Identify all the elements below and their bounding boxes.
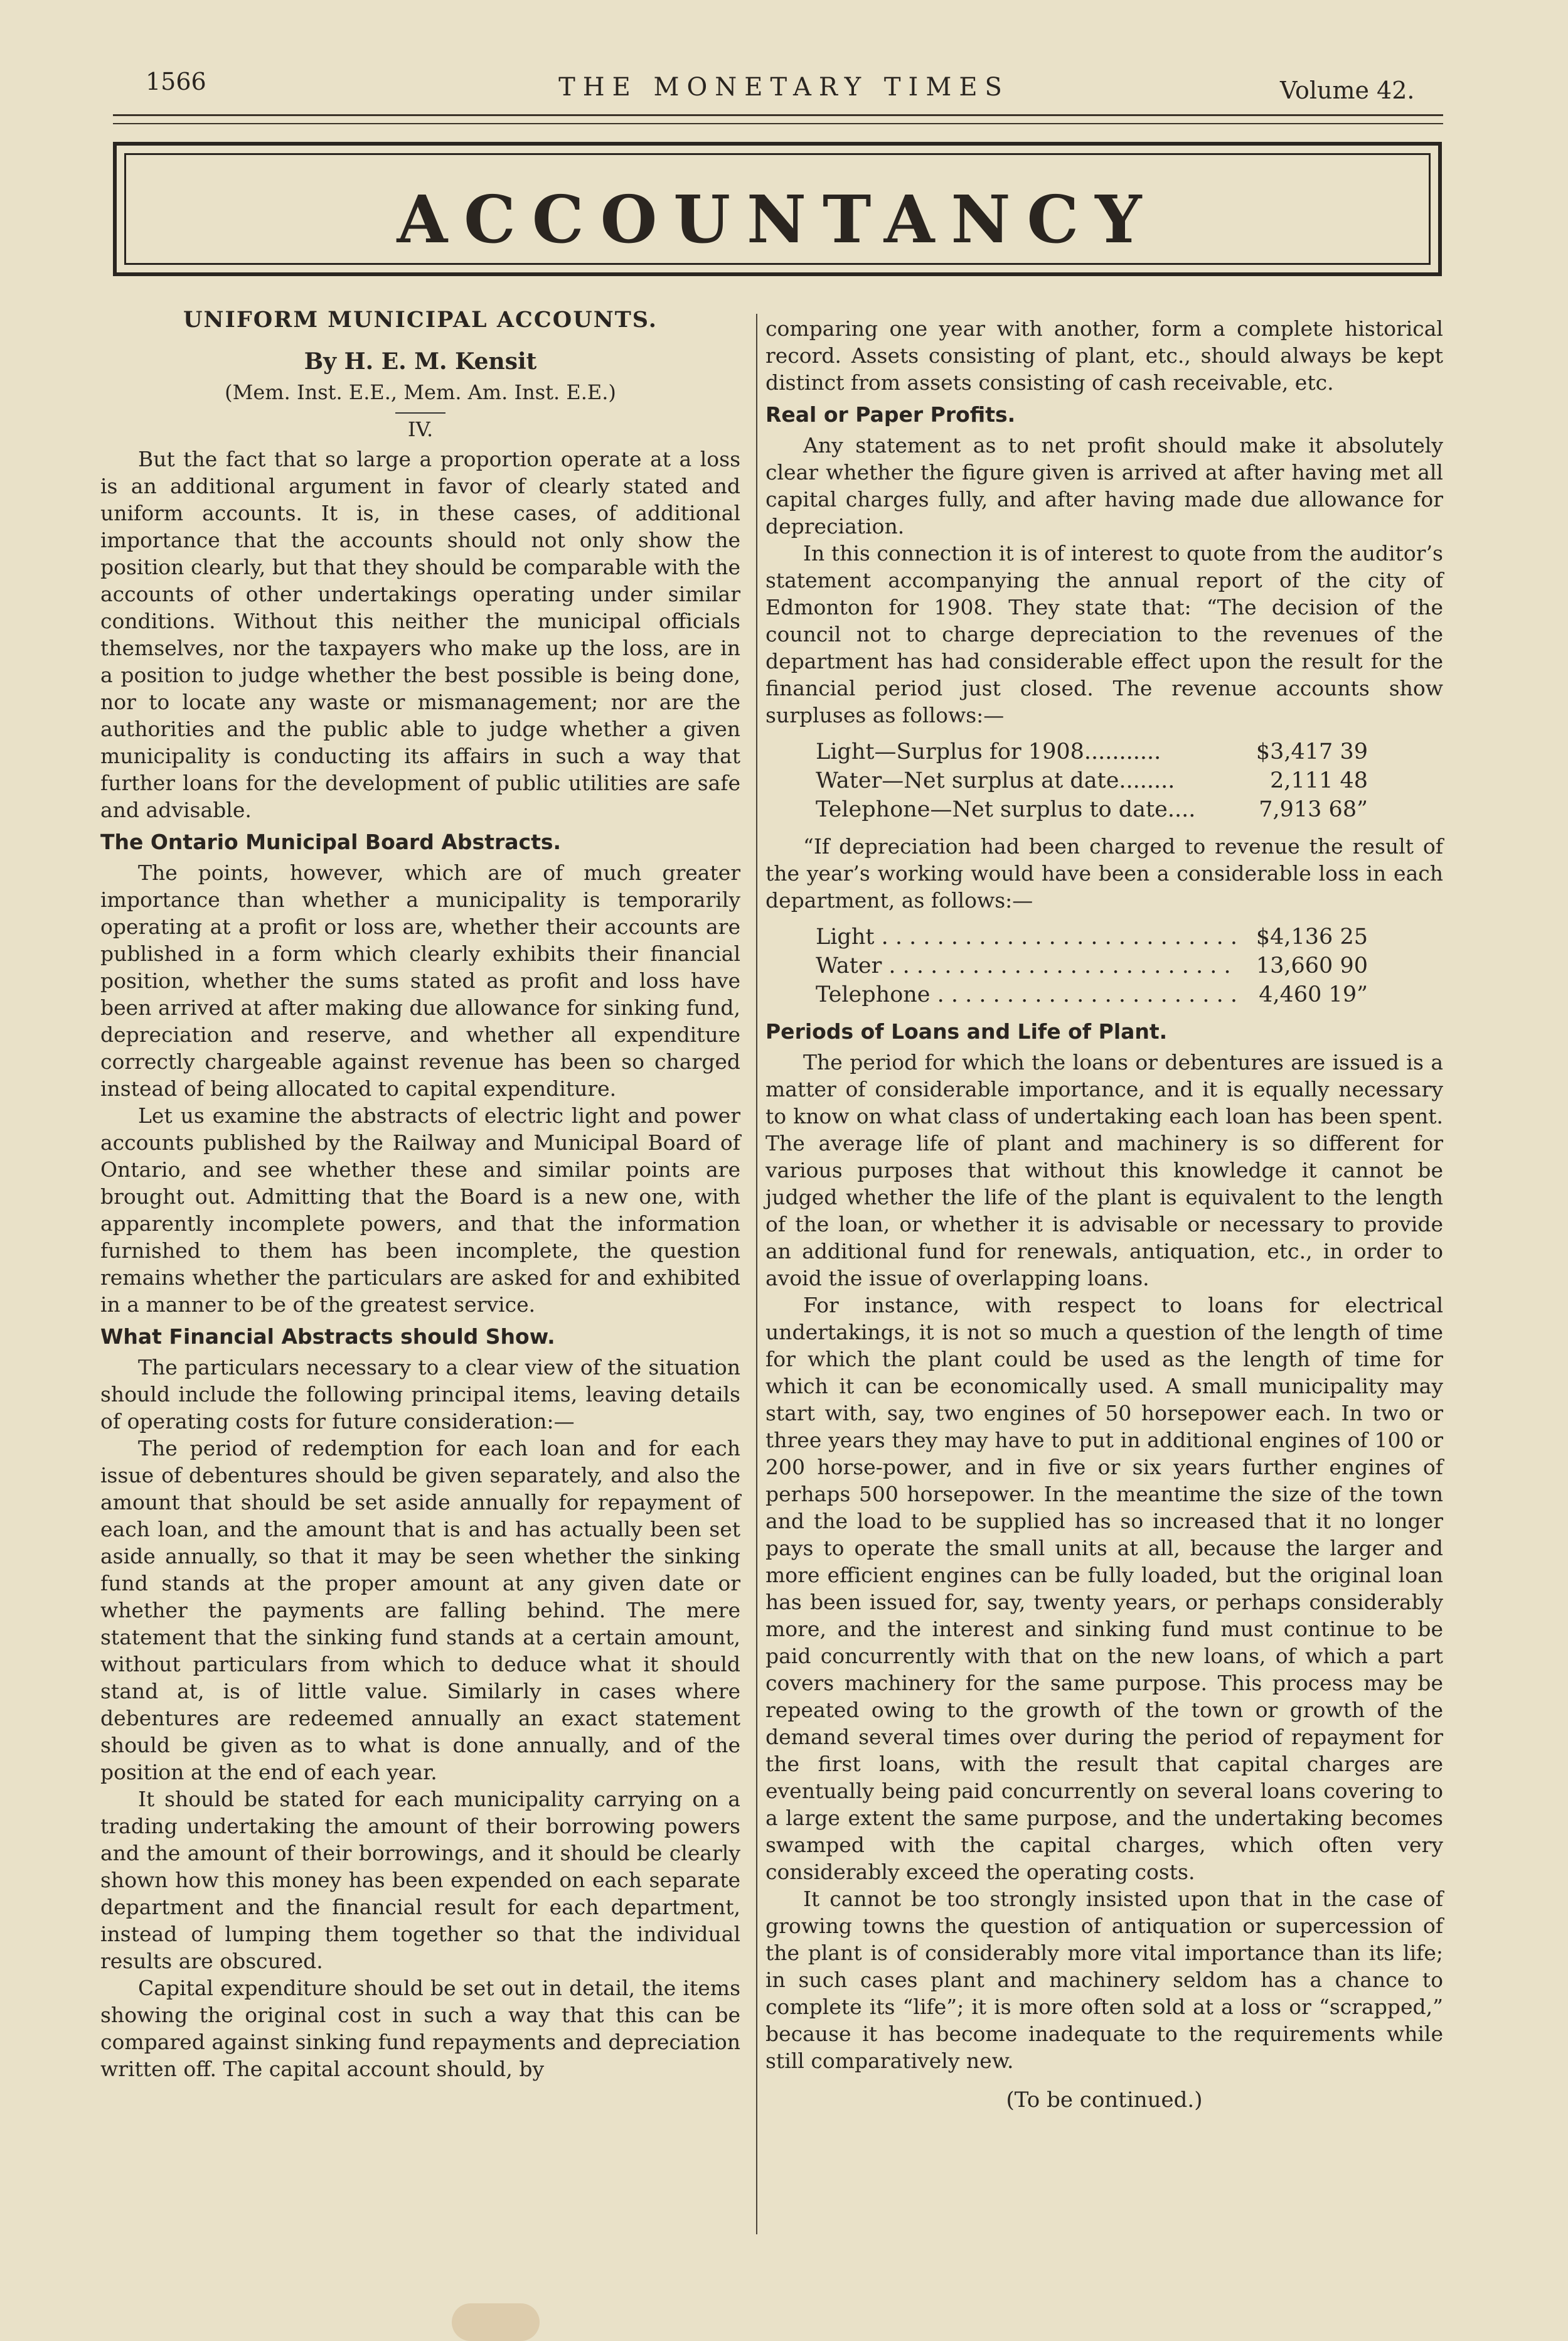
author-byline: By H. E. M. Kensit	[304, 348, 537, 375]
row-label: Telephone—Net surplus to date....	[816, 797, 1196, 822]
paragraph: The points, however, which are of much greater importance than whether a municipality is temporarily operating at a profit or loss are, whether their accounts are published in a form which clearly exhibits their financial position, whether the sums stated as profit and loss have been arrived at after making due allowance for sinking fund, depreciation and reserve, and whether all expenditure correctly chargeable against revenue has been so charged instead of being allocated to capital expenditure.	[100, 860, 740, 1101]
subheading: The Ontario Municipal Board Abstracts.	[100, 830, 562, 854]
table-row	[816, 737, 1368, 766]
paper-stain	[452, 2303, 540, 2341]
section-title: ACCOUNTANCY	[397, 181, 1158, 258]
row-value: $4,136 25	[1256, 924, 1368, 950]
table-row	[816, 795, 1368, 824]
header-rule	[113, 114, 1443, 116]
continued-note: (To be continued.)	[1006, 2087, 1203, 2113]
surplus-table	[816, 737, 1368, 824]
row-value: 7,913 68”	[1259, 797, 1368, 822]
right-column	[765, 315, 1443, 2114]
page-number: 1566	[146, 68, 206, 95]
loss-table	[816, 923, 1368, 1009]
table-row	[816, 766, 1368, 795]
publication-title: THE MONETARY TIMES	[558, 73, 1010, 102]
row-value: 4,460 19”	[1259, 982, 1368, 1007]
row-value: 13,660 90	[1256, 953, 1368, 978]
paragraph: “If depreciation had been charged to revenue the result of the year’s working would have been a considerable loss in each department, as follows:—	[765, 834, 1443, 913]
paragraph: But the fact that so large a proportion operate at a loss is an additional argument in favor of clearly stated and uniform accounts. It is, in these cases, of additional importance that the accounts should not only show the position clearly, but that they should be comparable with the accounts of other undertakings operating under similar conditions. Without this neither the municipal officials themselves, nor the taxpayers who make up the loss, are in a position to judge whether the best possible is being done, nor to locate any waste or mismanagement; nor are the authorities and the public able to judge whether a given municipality is conducting its affairs in such a way that further loans for the development of public utilities are safe and advisable.	[100, 447, 740, 822]
row-value: $3,417 39	[1256, 739, 1368, 764]
section-banner	[113, 142, 1442, 276]
author-affiliation: (Mem. Inst. E.E., Mem. Am. Inst. E.E.)	[225, 380, 616, 404]
row-value: 2,111 48	[1270, 768, 1368, 793]
paragraph: The period of redemption for each loan and for each issue of debentures should be given separately, and also the amount that should be set aside annually for repayment of each loan, and the amount that is and has actually been set aside annually, so that it may be seen whether the sinking fund stands at the proper amount at any given date or whether the payments are falling behind. The mere statement that the sinking fund stands at a certain amount, without particulars from which to deduce what it should stand at, is of little value. Similarly in cases where debentures are redeemed annually an exact statement should be given as to what is done annually, and of the position at the end of each year.	[100, 1436, 740, 1784]
paragraph: Any statement as to net profit should make it absolutely clear whether the figure given is arrived at after having met all capital charges fully, and after having made due allowance for depreciation.	[765, 433, 1443, 538]
paragraph: comparing one year with another, form a complete historical record. Assets consisting of plant, etc., should always be kept distinct from assets consisting of cash receivable, etc.	[765, 316, 1443, 395]
paragraph: In this connection it is of interest to quote from the auditor’s statement accompanying the annual report of the city of Edmonton for 1908. They state that: “The decision of the council not to charge depreciation to the revenues of the department has had considerable effect upon the result for the financial period just closed. The revenue accounts show surpluses as follows:—	[765, 541, 1443, 727]
left-column	[100, 306, 740, 2082]
paragraph: Let us examine the abstracts of electric light and power accounts published by the Railway and Municipal Board of Ontario, and see whether these and similar points are brought out. Admitting that the Board is a new one, with apparently incomplete powers, and that the information furnished to them has been incomplete, the question remains whether the particulars are asked for and exhibited in a manner to be of the greatest service.	[100, 1103, 740, 1317]
paragraph: It cannot be too strongly insisted upon that in the case of growing towns the question of antiquation or supercession of the plant is of considerably more vital importance than its life; in such cases plant and machinery seldom has a chance to complete its “life”; it is more often sold at a loss or “scrapped,” because it has become inadequate to the requirements while still comparatively new.	[765, 1887, 1443, 2073]
row-label: Light—Surplus for 1908...........	[816, 739, 1161, 764]
table-row	[816, 980, 1368, 1009]
row-label: Water . . . . . . . . . . . . . . . . . . . . . . . . .	[816, 953, 1231, 978]
part-number: IV.	[407, 417, 434, 441]
volume-label: Volume 42.	[1280, 77, 1415, 104]
row-label: Water—Net surplus at date........	[816, 768, 1175, 793]
subheading: What Financial Abstracts should Show.	[100, 1324, 555, 1349]
paragraph: The particulars necessary to a clear view of the situation should include the following principal items, leaving details of operating costs for future consideration:—	[100, 1355, 740, 1433]
row-label: Light . . . . . . . . . . . . . . . . . . . . . . . . . .	[816, 924, 1237, 950]
header-rule-secondary	[113, 123, 1443, 124]
page-header	[0, 0, 1568, 144]
subheading: Periods of Loans and Life of Plant.	[765, 1019, 1168, 1044]
column-divider	[756, 314, 757, 2234]
article-title: UNIFORM MUNICIPAL ACCOUNTS.	[183, 307, 658, 333]
table-row	[816, 923, 1368, 951]
row-label: Telephone . . . . . . . . . . . . . . . . . . . . . .	[816, 982, 1238, 1007]
paragraph: For instance, with respect to loans for electrical undertakings, it is not so much a question of the length of time for which the plant could be used as the length of time for which it can be economically used. A small municipality may start with, say, two engines of 50 horsepower each. In two or three years they may have to put in additional engines of 100 or 200 horse-power, and in five or six years further engines of perhaps 500 horsepower. In the meantime the size of the town and the load to be supplied has so increased that it no longer pays to operate the small units at all, because the larger and more efficient engines can be fully loaded, but the original loan has been issued for, say, twenty years, or perhaps considerably more, and the interest and sinking fund must continue to be paid concurrently with that on the new loans, of which a part covers machinery for the same purpose. This process may be repeated owing to the growth of the town or growth of the demand several times over during the period of repayment for the first loans, with the result that capital charges are eventually being paid concurrently on several loans covering to a large extent the same purpose, and the undertaking becomes swamped with the capital charges, which often very considerably exceed the operating costs.	[765, 1293, 1443, 1884]
paragraph: Capital expenditure should be set out in detail, the items showing the original cost in such a way that this can be compared against sinking fund repayments and depreciation written off. The capital account should, by	[100, 1976, 740, 2081]
paragraph: It should be stated for each municipality carrying on a trading undertaking the amount of their borrowing powers and the amount of their borrowings, and it should be clearly shown how this money has been expended on each separate department and the financial result for each department, instead of lumping them together so that the individual results are obscured.	[100, 1787, 740, 1973]
title-rule	[395, 412, 445, 414]
subheading: Real or Paper Profits.	[765, 402, 1016, 427]
table-row	[816, 951, 1368, 980]
paragraph: The period for which the loans or debentures are issued is a matter of considerable importance, and it is equally necessary to know on what class of undertaking each loan has been spent. The average life of plant and machinery is so different for various purposes that without this knowledge it cannot be judged whether the life of the plant is equivalent to the length of the loan, or whether it is advisable or necessary to provide an additional fund for renewals, antiquation, etc., in order to avoid the issue of overlapping loans.	[765, 1050, 1443, 1290]
